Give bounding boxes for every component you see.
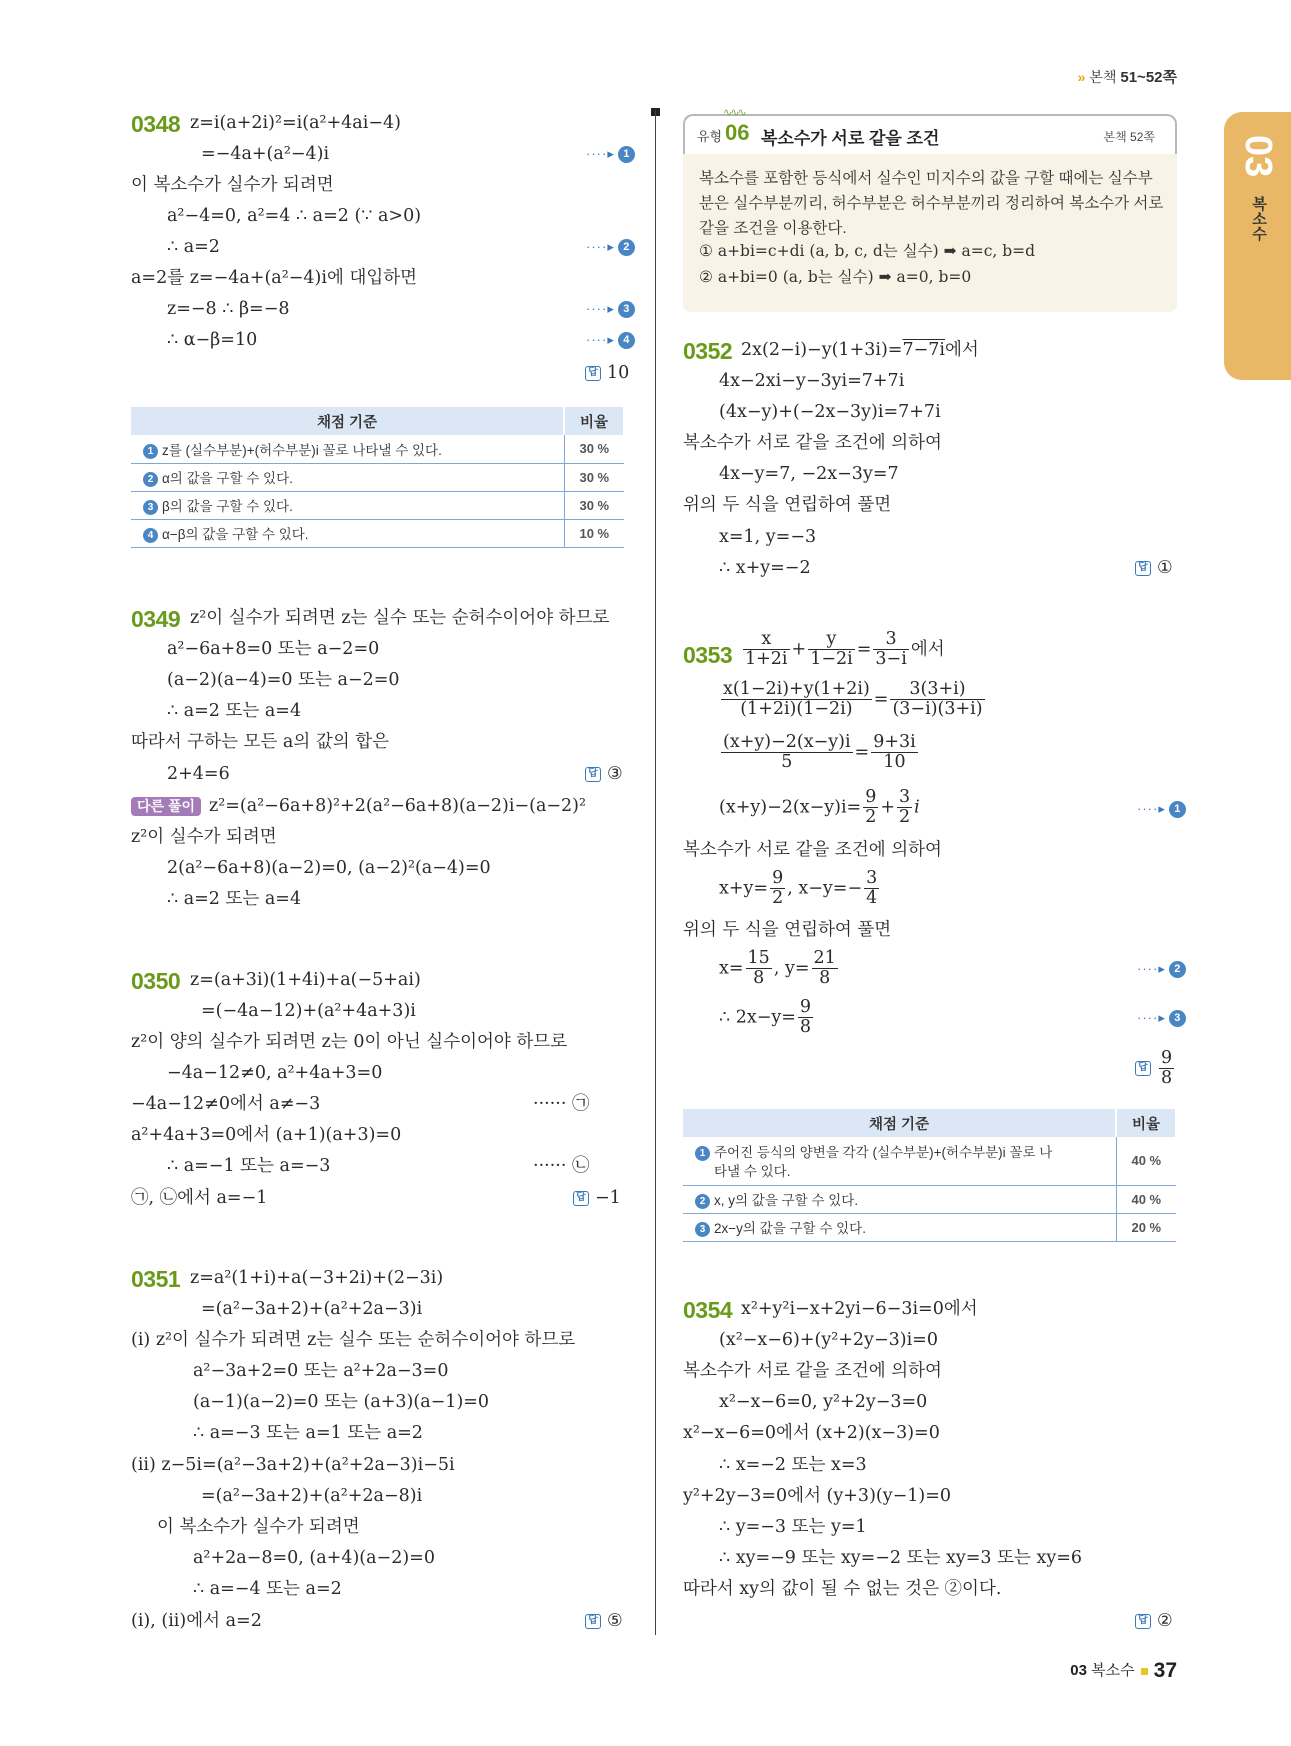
solution-line: a²−6a+8=0 또는 a−2=0 [167, 639, 380, 659]
solution-line: −4a−12≠0에서 a≠−3 [131, 1094, 321, 1114]
solution-line: y²+2y−3=0에서 (y+3)(y−1)=0 [683, 1486, 952, 1506]
solution-line: =−4a+(a²−4)i [201, 144, 330, 164]
table-row: 1 주어진 등식의 양변을 각각 (실수부분)+(허수부분)i 꼴로 나 타낼 수 있다. 40 % [683, 1137, 1176, 1185]
solution-line: ㉠, ㉡에서 a=−1 [131, 1188, 268, 1208]
step-marker: ····▸ 2 [1137, 957, 1186, 981]
problem-number-0354: 0354 [683, 1297, 733, 1323]
solution-line: ∴ x=−2 또는 x=3 [719, 1455, 867, 1475]
table-row: 1 z를 (실수부분)+(허수부분)i 꼴로 나타낼 수 있다. 30 % [131, 435, 624, 463]
solution-line: $\frac{(x+y)-2(x-y)i}{5}$ = $\frac{9+3i}{10}$ [723, 732, 916, 773]
solution-line: (x²−x−6)+(y²+2y−3)i=0 [719, 1330, 938, 1350]
solution-line: z²이 실수가 되려면 z는 실수 또는 순허수이어야 하므로 [190, 608, 610, 628]
solution-line: 따라서 구하는 모든 a의 값의 합은 [131, 732, 390, 752]
zigzag-decoration: ∿∿∿ [723, 106, 745, 119]
solution-line: z²이 양의 실수가 되려면 z는 0이 아닌 실수이어야 하므로 [131, 1032, 568, 1052]
solution-line: ∴ a=−4 또는 a=2 [193, 1579, 342, 1599]
step-marker: ····▸ 1 [1137, 797, 1186, 821]
solution-line: x+y= $\frac{9}{2}$ , x−y=− $\frac{3}{4}$ [719, 868, 878, 909]
solution-line: x²−x−6=0, y²+2y−3=0 [719, 1392, 928, 1412]
problem-number-0349: 0349 [131, 606, 181, 632]
solution-line: 복소수가 서로 같을 조건에 의하여 [683, 1361, 942, 1381]
equation-tag: ······ ㉠ [533, 1094, 590, 1114]
table-row: 2 α의 값을 구할 수 있다. 30 % [131, 463, 624, 491]
solution-line: z=(a+3i)(1+4i)+a(−5+ai) [190, 970, 421, 990]
page-footer: 03 복소수 37 [1070, 1659, 1177, 1683]
solution-line: 2+4=6 [167, 764, 230, 784]
answer: 답 ⑤ [585, 1609, 623, 1633]
type-number: 06 [725, 120, 750, 145]
solution-line: x²−x−6=0에서 (x+2)(x−3)=0 [683, 1423, 940, 1443]
type-rule-1: ① a+bi=c+di (a, b, c, d는 실수) ➡ a=c, b=d [699, 242, 1036, 260]
solution-line: 복소수가 서로 같을 조건에 의하여 [683, 840, 942, 860]
solution-line: a²−4=0, a²=4 ∴ a=2 (∵ a>0) [167, 206, 422, 226]
solution-line: x= $\frac{15}{8}$ , y= $\frac{21}{8}$ [719, 948, 836, 989]
problem-number-0350: 0350 [131, 968, 181, 994]
answer: 답 ① [1135, 556, 1173, 580]
solution-line: 4x−y=7, −2x−3y=7 [719, 464, 899, 484]
alternative-solution: 다른 풀이 z²=(a²−6a+8)²+2(a²−6a+8)(a−2)i−(a−2)² [131, 794, 586, 818]
solution-line: $\frac{x}{1+2i}$ + $\frac{y}{1-2i}$ = $\frac{3}{3-i}$ 에서 [745, 629, 945, 670]
answer: 답 −1 [573, 1186, 621, 1210]
alt-solution-badge: 다른 풀이 [131, 797, 201, 816]
solution-line: ∴ a=−3 또는 a=1 또는 a=2 [193, 1423, 423, 1443]
type-description: 복소수를 포함한 등식에서 실수인 미지수의 값을 구할 때에는 실수부분은 실수부분끼리, 허수부분은 허수부분끼리 정리하여 복소수가 서로 같을 조건을 이용한다. [699, 170, 1164, 237]
solution-line: 2(a²−6a+8)(a−2)=0, (a−2)²(a−4)=0 [167, 858, 491, 878]
type-header: ∿∿∿ 유형 06 복소수가 서로 같을 조건 본책 52쪽 [683, 114, 1177, 154]
step-marker: ····▸ 3 [1137, 1006, 1186, 1030]
solution-line: ∴ α−β=10 [167, 330, 258, 350]
solution-line: 복소수가 서로 같을 조건에 의하여 [683, 433, 942, 453]
step-marker: ····▸ 1 [586, 142, 635, 166]
scoring-table-0353: 채점 기준 비율 1 주어진 등식의 양변을 각각 (실수부분)+(허수부분)i 꼴로 나 타낼 수 있다. 40 % 2 x, y의 값을 구할 수 있다. 40 % 3 2x−y의 값을 구할 수 있다. 20 % [683, 1109, 1177, 1242]
solution-line: 따라서 xy의 값이 될 수 없는 것은 ②이다. [683, 1579, 1002, 1599]
answer: 답 ③ [585, 762, 623, 786]
solution-line: ∴ a=2 [167, 237, 220, 257]
solution-line: ∴ a=2 또는 a=4 [167, 701, 302, 721]
solution-line: (i) z²이 실수가 되려면 z는 실수 또는 순허수이어야 하므로 [131, 1330, 576, 1350]
type-rule-2: ② a+bi=0 (a, b는 실수) ➡ a=0, b=0 [699, 268, 972, 286]
solution-line: $\frac{x(1-2i)+y(1+2i)}{(1+2i)(1-2i)}$ = $\frac{3(3+i)}{(3-i)(3+i)}$ [723, 679, 983, 720]
solution-line: =(−4a−12)+(a²+4a+3)i [201, 1001, 416, 1021]
solution-line: z=a²(1+i)+a(−3+2i)+(2−3i) [190, 1268, 444, 1288]
solution-line: (a−1)(a−2)=0 또는 (a+3)(a−1)=0 [193, 1392, 490, 1412]
solution-line: z=i(a+2i)²=i(a²+4ai−4) [190, 113, 401, 133]
step-marker: ····▸ 4 [586, 328, 635, 352]
table-row: 3 2x−y의 값을 구할 수 있다. 20 % [683, 1213, 1176, 1241]
solution-line: =(a²−3a+2)+(a²+2a−3)i [201, 1299, 423, 1319]
solution-line: −4a−12≠0, a²+4a+3=0 [167, 1063, 383, 1083]
table-row: 2 x, y의 값을 구할 수 있다. 40 % [683, 1185, 1176, 1213]
equation-tag: ······ ㉡ [533, 1156, 590, 1176]
problem-number-0353: 0353 [683, 642, 733, 668]
chapter-tab-title: 복소수 [1250, 196, 1267, 241]
problem-number-0352: 0352 [683, 338, 733, 364]
solution-line: ∴ 2x−y= $\frac{9}{8}$ [719, 997, 812, 1038]
column-divider [655, 110, 656, 1635]
solution-line: (x+y)−2(x−y)i= $\frac{9}{2}$ + $\frac{3}{2}$ i [719, 787, 920, 828]
page-reference: » 본책 51~52쪽 [1077, 69, 1177, 86]
solution-line: x=1, y=−3 [719, 527, 817, 547]
solution-line: ∴ x+y=−2 [719, 558, 811, 578]
type-body [683, 154, 1177, 312]
table-row: 3 β의 값을 구할 수 있다. 30 % [131, 491, 624, 519]
solution-line: =(a²−3a+2)+(a²+2a−8)i [201, 1486, 423, 1506]
solution-line: 이 복소수가 실수가 되려면 [131, 175, 334, 195]
type-page-ref: 본책 52쪽 [1103, 130, 1155, 144]
solution-line: 위의 두 식을 연립하여 풀면 [683, 495, 892, 515]
chapter-tab[interactable] [1224, 112, 1291, 380]
solution-line: ∴ a=−1 또는 a=−3 [167, 1156, 331, 1176]
solution-line: 4x−2xi−y−3yi=7+7i [719, 371, 905, 391]
step-marker: ····▸ 2 [586, 235, 635, 259]
solution-line: 위의 두 식을 연립하여 풀면 [683, 920, 892, 940]
chapter-tab-number: 03 [1237, 134, 1279, 178]
step-marker: ····▸ 3 [586, 297, 635, 321]
answer: 답 $\frac{9}{8}$ [1135, 1049, 1176, 1089]
solution-line: a²+4a+3=0에서 (a+1)(a+3)=0 [131, 1125, 402, 1145]
answer: 답 10 [585, 361, 629, 385]
footer-square-icon [1141, 1668, 1148, 1675]
solution-line: (ii) z−5i=(a²−3a+2)+(a²+2a−3)i−5i [131, 1455, 455, 1475]
type-title: 복소수가 서로 같을 조건 [761, 129, 940, 148]
problem-number-0348: 0348 [131, 111, 181, 137]
scoring-table-0348: 채점 기준 비율 1 z를 (실수부분)+(허수부분)i 꼴로 나타낼 수 있다. 30 % 2 α의 값을 구할 수 있다. 30 % 3 β의 값을 구할 수 있다. 30 % 4 α−β의 값을 구할 수 있다. 10 % [131, 407, 625, 548]
solution-line: 2x(2−i)−y(1+3i)=7−7i에서 [741, 340, 979, 360]
table-row: 4 α−β의 값을 구할 수 있다. 10 % [131, 519, 624, 547]
solution-line: z=−8 ∴ β=−8 [167, 299, 290, 319]
solution-line: (i), (ii)에서 a=2 [131, 1611, 262, 1631]
solution-line: ∴ a=2 또는 a=4 [167, 889, 302, 909]
page-number: 37 [1153, 1659, 1177, 1683]
solution-line: 이 복소수가 실수가 되려면 [157, 1517, 360, 1537]
solution-line: (a−2)(a−4)=0 또는 a−2=0 [167, 670, 400, 690]
solution-line: (4x−y)+(−2x−3y)i=7+7i [719, 402, 941, 422]
solution-line: x²+y²i−x+2yi−6−3i=0에서 [741, 1299, 978, 1319]
solution-line: ∴ xy=−9 또는 xy=−2 또는 xy=3 또는 xy=6 [719, 1548, 1083, 1568]
solution-line: a²+2a−8=0, (a+4)(a−2)=0 [193, 1548, 435, 1568]
answer: 답 ② [1135, 1609, 1173, 1633]
double-chevron-icon: » [1077, 69, 1086, 85]
solution-line: z²이 실수가 되려면 [131, 827, 277, 847]
type-summary-box [683, 106, 1177, 312]
problem-number-0351: 0351 [131, 1266, 181, 1292]
solution-line: a=2를 z=−4a+(a²−4)i에 대입하면 [131, 268, 418, 288]
solution-line: ∴ y=−3 또는 y=1 [719, 1517, 867, 1537]
solution-line: a²−3a+2=0 또는 a²+2a−3=0 [193, 1361, 449, 1381]
